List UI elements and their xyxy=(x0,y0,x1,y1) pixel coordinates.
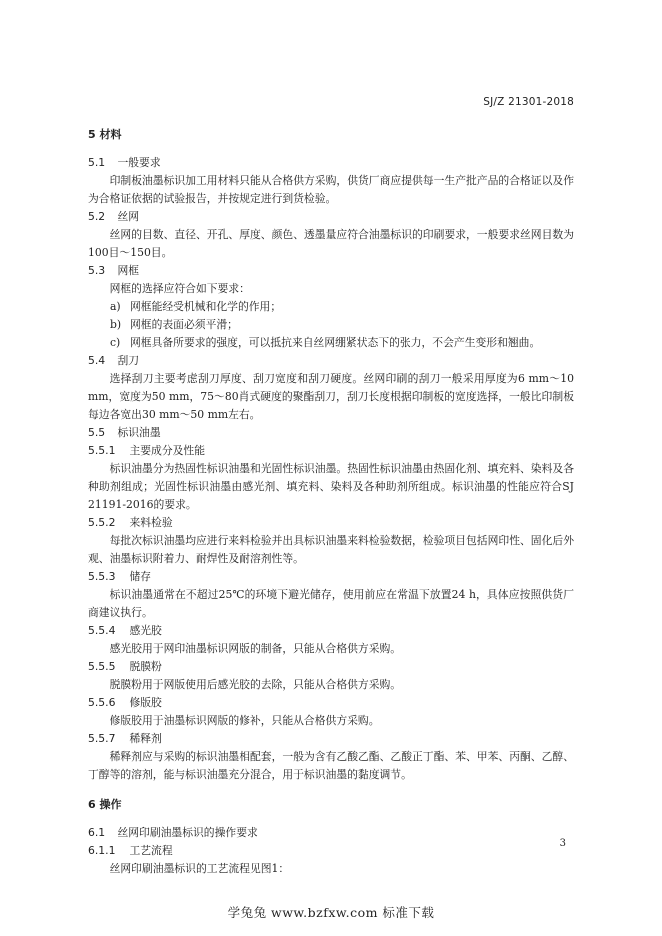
standard-code: SJ/Z 21301-2018 xyxy=(483,96,574,108)
list-label: b) xyxy=(110,318,122,331)
section-title: 一般要求 xyxy=(117,156,161,169)
section-5-5-3-heading xyxy=(88,568,574,586)
section-5-5-2-heading xyxy=(88,514,574,532)
list-item xyxy=(88,316,574,334)
list-label: c) xyxy=(110,336,121,349)
section-5-2-heading xyxy=(88,208,574,226)
section-5-5-6-heading xyxy=(88,694,574,712)
section-5-5-heading xyxy=(88,424,574,442)
section-title: 网框 xyxy=(117,264,140,277)
section-title: 主要成分及性能 xyxy=(129,444,206,457)
section-5-1-text: 印制板油墨标识加工用材料只能从合格供方采购，供货厂商应提供每一生产批产品的合格证以及作为合格证依据的试验报告，并按规定进行到货检验。 xyxy=(88,174,574,205)
chapter-6-title: 6 操作 xyxy=(88,798,122,811)
section-5-5-2-text: 每批次标识油墨均应进行来料检验并出具标识油墨来料检验数据，检验项目包括网印性、固化后外观、油墨标识附着力、耐焊性及耐溶剂性等。 xyxy=(88,534,574,565)
document-body xyxy=(88,126,574,878)
section-number: 5.5.4 xyxy=(88,624,116,637)
section-number: 5.1 xyxy=(88,156,106,169)
section-5-4-heading xyxy=(88,352,574,370)
section-title: 刮刀 xyxy=(117,354,140,367)
section-number: 5.2 xyxy=(88,210,106,223)
section-5-4-text: 选择刮刀主要考虑刮刀厚度、刮刀宽度和刮刀硬度。丝网印刷的刮刀一般采用厚度为6 mm～10 mm，宽度为50 mm，75～80肖式硬度的聚酯刮刀，刮刀长度根据印制板的宽度选择，一般比印制板每边各宽出30 mm～50 mm左右。 xyxy=(88,372,574,421)
section-title: 储存 xyxy=(129,570,152,583)
section-5-5-4-text: 感光胶用于网印油墨标识网版的制备，只能从合格供方采购。 xyxy=(109,642,402,655)
section-title: 丝网印刷油墨标识的操作要求 xyxy=(117,826,258,839)
section-title: 工艺流程 xyxy=(129,844,173,857)
section-5-5-4-heading xyxy=(88,622,574,640)
section-5-2-text: 丝网的目数、直径、开孔、厚度、颜色、透墨量应符合油墨标识的印刷要求，一般要求丝网目数为100目～150目。 xyxy=(88,228,574,259)
section-number: 6.1 xyxy=(88,826,106,839)
section-5-5-1-heading xyxy=(88,442,574,460)
section-number: 6.1.1 xyxy=(88,844,116,857)
section-title: 标识油墨 xyxy=(117,426,161,439)
section-number: 5.5.6 xyxy=(88,696,116,709)
section-5-1-heading xyxy=(88,154,574,172)
page-number: 3 xyxy=(559,838,566,849)
section-5-3-heading xyxy=(88,262,574,280)
section-5-5-5-heading xyxy=(88,658,574,676)
section-number: 5.5.2 xyxy=(88,516,116,529)
section-title: 来料检验 xyxy=(129,516,173,529)
section-6-1-heading xyxy=(88,824,574,842)
section-number: 5.5.5 xyxy=(88,660,116,673)
section-title: 修版胶 xyxy=(129,696,162,709)
section-5-5-7-heading xyxy=(88,730,574,748)
section-6-1-1-text: 丝网印刷油墨标识的工艺流程见图1： xyxy=(109,862,290,875)
chapter-5-title: 5 材料 xyxy=(88,128,122,141)
section-number: 5.3 xyxy=(88,264,106,277)
section-number: 5.5.7 xyxy=(88,732,116,745)
footer-watermark: 学兔兔 www.bzfxw.com 标准下载 xyxy=(227,905,435,920)
section-title: 脱膜粉 xyxy=(129,660,162,673)
list-text: 网框具备所要求的强度，可以抵抗来自丝网绷紧状态下的张力，不会产生变形和翘曲。 xyxy=(130,336,541,349)
section-title: 丝网 xyxy=(117,210,140,223)
list-text: 网框的表面必须平滑； xyxy=(130,318,238,331)
section-5-5-5-text: 脱膜粉用于网版使用后感光胶的去除，只能从合格供方采购。 xyxy=(109,678,402,691)
list-item xyxy=(88,334,574,352)
section-5-3-intro: 网框的选择应符合如下要求： xyxy=(109,282,250,295)
section-number: 5.5.1 xyxy=(88,444,116,457)
section-6-1-1-heading xyxy=(88,842,574,860)
section-5-5-7-text: 稀释剂应与采购的标识油墨相配套，一般为含有乙酸乙酯、乙酸正丁酯、苯、甲苯、丙酮、乙醇、丁醇等的溶剂，能与标识油墨充分混合，用于标识油墨的黏度调节。 xyxy=(88,750,574,781)
section-5-5-6-text: 修版胶用于油墨标识网版的修补，只能从合格供方采购。 xyxy=(109,714,380,727)
section-number: 5.5.3 xyxy=(88,570,116,583)
list-text: 网框能经受机械和化学的作用； xyxy=(130,300,282,313)
list-item xyxy=(88,298,574,316)
section-5-5-3-text: 标识油墨通常在不超过25℃的环境下避光储存，使用前应在常温下放置24 h，具体应按照供货厂商建议执行。 xyxy=(88,588,574,619)
section-number: 5.4 xyxy=(88,354,106,367)
section-title: 感光胶 xyxy=(129,624,162,637)
section-5-5-1-text: 标识油墨分为热固性标识油墨和光固性标识油墨。热固性标识油墨由热固化剂、填充料、染料及各种助剂组成；光固性标识油墨由感光剂、填充料、染料及各种助剂所组成。标识油墨的性能应符合SJ 21191-2016的要求。 xyxy=(88,462,574,511)
section-number: 5.5 xyxy=(88,426,106,439)
list-label: a) xyxy=(110,300,121,313)
section-title: 稀释剂 xyxy=(129,732,162,745)
